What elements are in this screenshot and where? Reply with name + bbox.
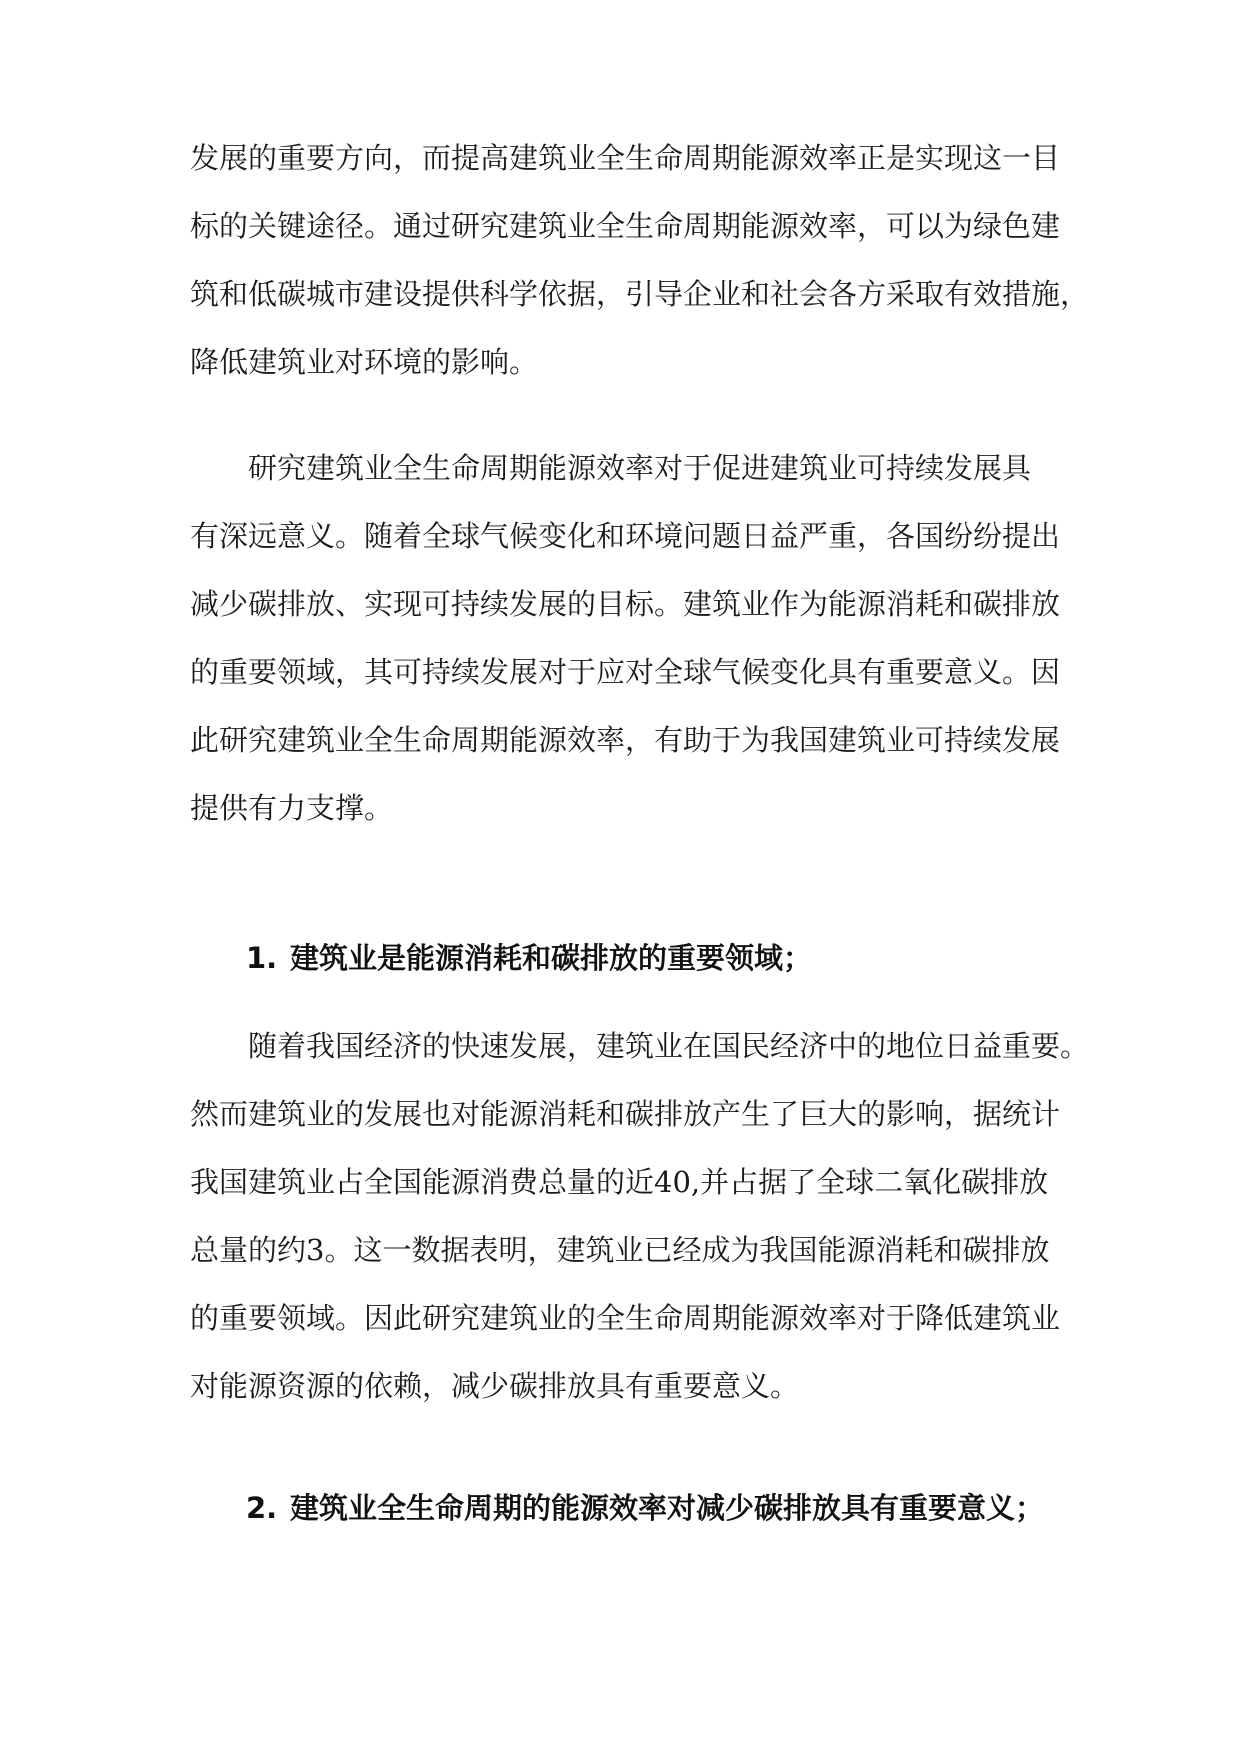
section-heading-1: [246, 938, 1146, 978]
paragraph-line: 总量的约3。这一数据表明，建筑业已经成为我国能源消耗和碳排放: [190, 1233, 1050, 1267]
paragraph-line: 减少碳排放、实现可持续发展的目标。建筑业作为能源消耗和碳排放: [190, 587, 1061, 621]
heading-text: 建筑业是能源消耗和碳排放的重要领域；: [290, 941, 813, 975]
paragraph-line: 有深远意义。随着全球气候变化和环境问题日益严重，各国纷纷提出: [190, 519, 1061, 553]
heading-text: 建筑业全生命周期的能源效率对减少碳排放具有重要意义；: [290, 1491, 1045, 1525]
paragraph-line: 的重要领域。因此研究建筑业的全生命周期能源效率对于降低建筑业: [190, 1301, 1061, 1335]
paragraph-line: 标的关键途径。通过研究建筑业全生命周期能源效率，可以为绿色建: [190, 209, 1061, 243]
paragraph-line: 发展的重要方向，而提高建筑业全生命周期能源效率正是实现这一目: [190, 141, 1061, 175]
paragraph-line: 随着我国经济的快速发展，建筑业在国民经济中的地位日益重要。: [248, 1029, 1090, 1063]
paragraph-line: 然而建筑业的发展也对能源消耗和碳排放产生了巨大的影响，据统计: [190, 1097, 1061, 1131]
section-heading-2: [246, 1488, 1146, 1528]
paragraph-line: 此研究建筑业全生命周期能源效率，有助于为我国建筑业可持续发展: [190, 723, 1061, 757]
paragraph-line: 提供有力支撑。: [190, 791, 394, 825]
paragraph-line: 筑和低碳城市建设提供科学依据，引导企业和社会各方采取有效措施，: [190, 277, 1090, 311]
paragraph-line: 我国建筑业占全国能源消费总量的近40,并占据了全球二氧化碳排放: [190, 1165, 1049, 1199]
paragraph-line: 对能源资源的依赖，减少碳排放具有重要意义。: [190, 1369, 800, 1403]
heading-number: 1.: [246, 941, 278, 975]
paragraph-line: 研究建筑业全生命周期能源效率对于促进建筑业可持续发展具: [248, 451, 1032, 485]
heading-number: 2.: [246, 1491, 278, 1525]
paragraph-line: 降低建筑业对环境的影响。: [190, 345, 539, 379]
paragraph-line: 的重要领域，其可持续发展对于应对全球气候变化具有重要意义。因: [190, 655, 1061, 689]
